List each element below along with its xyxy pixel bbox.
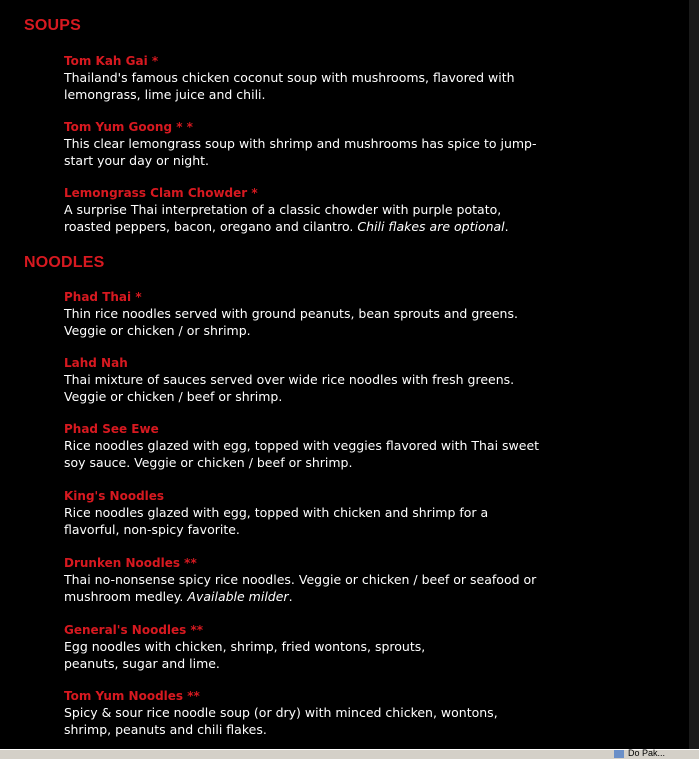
menu-item-lemongrass-clam-chowder — [64, 185, 544, 235]
menu-item-description: Thai no-nonsense spicy rice noodles. Veggie or chicken / beef or seafood or mushroom medley. Available milder. — [64, 572, 537, 604]
menu-item-name: Lemongrass Clam Chowder * — [64, 186, 258, 200]
page-icon — [614, 750, 624, 758]
menu-item-description: This clear lemongrass soup with shrimp and mushrooms has spice to jump-start your day or night. — [64, 136, 537, 168]
browser-status-bar — [0, 749, 699, 759]
description-note: Chili flakes are optional — [357, 219, 505, 234]
menu-item-name: Drunken Noodles ** — [64, 556, 197, 570]
menu-item-kings-noodles — [64, 488, 544, 538]
page-right-edge — [689, 0, 699, 749]
menu-item-name: Tom Yum Noodles ** — [64, 689, 200, 703]
menu-item-name: Phad Thai * — [64, 290, 142, 304]
menu-item-description: Rice noodles glazed with egg, topped with chicken and shrimp for a flavorful, non-spicy favorite. — [64, 505, 489, 537]
section-title-noodles: NOODLES — [24, 254, 105, 271]
menu-item-tom-kah-gai — [64, 53, 544, 103]
description-text: Thai no-nonsense spicy rice noodles. Veggie or chicken / beef or seafood or mushroom medley. — [64, 572, 537, 604]
menu-item-tom-yum-noodles — [64, 688, 544, 738]
menu-item-drunken-noodles — [64, 555, 544, 605]
menu-item-generals-noodles — [64, 622, 544, 672]
menu-item-lahd-nah — [64, 355, 544, 405]
menu-item-description: Thai mixture of sauces served over wide rice noodles with fresh greens. Veggie or chicken / beef or shrimp. — [64, 372, 515, 404]
status-bar-text: Do Pak... — [628, 748, 666, 758]
menu-item-description: Rice noodles glazed with egg, topped with veggies flavored with Thai sweet soy sauce. Veggie or chicken / beef or shrimp. — [64, 438, 540, 470]
menu-item-name: Lahd Nah — [64, 356, 128, 370]
menu-item-description: A surprise Thai interpretation of a classic chowder with purple potato, roasted peppers, bacon, oregano and cilantro. Chili flakes are optional. — [64, 202, 509, 234]
menu-item-name: Phad See Ewe — [64, 422, 159, 436]
menu-item-phad-see-ewe — [64, 421, 544, 471]
menu-item-name: Tom Yum Goong * * — [64, 120, 193, 134]
menu-item-name: Tom Kah Gai * — [64, 54, 159, 68]
section-title-soups: SOUPS — [24, 17, 82, 34]
menu-item-description: Spicy & sour rice noodle soup (or dry) with minced chicken, wontons, shrimp, peanuts and chili flakes. — [64, 705, 498, 737]
menu-item-phad-thai — [64, 289, 544, 339]
menu-item-description: Thin rice noodles served with ground peanuts, bean sprouts and greens. Veggie or chicken / or shrimp. — [64, 306, 518, 338]
menu-item-name: General's Noodles ** — [64, 623, 204, 637]
menu-item-description: Egg noodles with chicken, shrimp, fried wontons, sprouts, peanuts, sugar and lime. — [64, 639, 426, 671]
menu-item-tom-yum-goong — [64, 119, 544, 169]
description-text: A surprise Thai interpretation of a classic chowder with purple potato, roasted peppers, bacon, oregano and cilantro. — [64, 202, 502, 234]
description-note: Available milder — [187, 589, 289, 604]
menu-item-description: Thailand's famous chicken coconut soup with mushrooms, flavored with lemongrass, lime juice and chili. — [64, 70, 515, 102]
menu-item-name: King's Noodles — [64, 489, 165, 503]
